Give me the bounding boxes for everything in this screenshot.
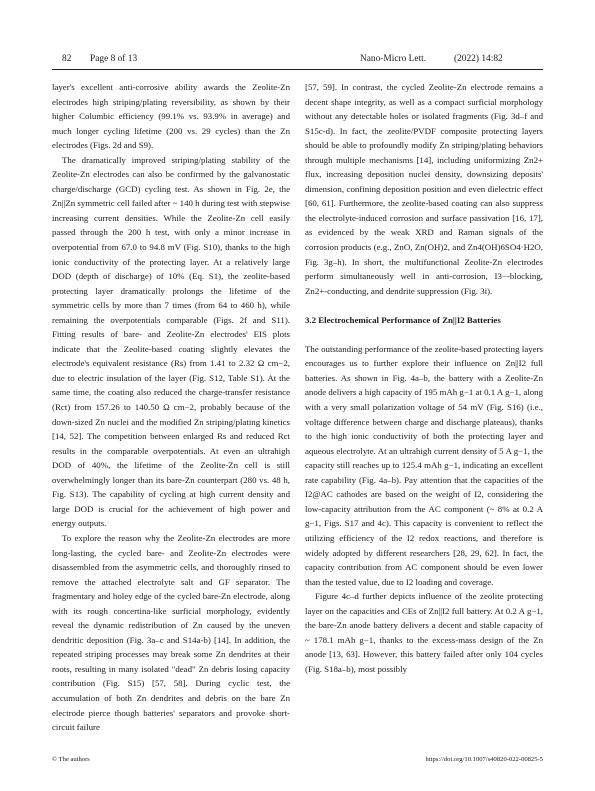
paragraph: Figure 4c–d further depicts influence of the zeolite protecting layer on the capacities and CEs of Zn||I2 full battery. At 0.2 A g−1, the bare-Zn anode battery delivers a decent and stable capacity of ~ 178.1 mAh g−1, thanks to the excess-mass design of the Zn anode [13, 63]. However, this battery failed after only 104 cycles (Fig. S18a–b), most possibly [305,591,543,674]
right-column [305,80,543,676]
page-number: 82 [62,54,72,64]
section-spacer [305,298,543,313]
section-heading: 3.2 Electrochemical Performance of Zn||I2 Batteries [305,314,501,325]
running-header [52,52,543,66]
paragraph: The outstanding performance of the zeolite-based protecting layers encourages us to further explore their influence on Zn||I2 full batteries. As shown in Fig. 4a–b, the battery with a Zeolite-Zn anode delivers a high capacity of 195 mAh g−1 at 0.1 A g−1, along with a very small polarization voltage of 54 mV (Fig. S16) (i.e., voltage difference between charge and discharge plateaus), thanks to the high ionic conductivity of both the protecting layer and aqueous electrolyte. At an ultrahigh current density of 5 A g−1, the capacity still reaches up to 125.4 mAh g−1, indicating an excellent rate capability (Fig. 4a–b). Pay attention that the capacities of the I2@AC cathodes are based on the weight of I2, considering the low-capacity attribution from the AC component (~ 8% at 0.2 A g−1, Figs. S17 and 4c). This capacity is convenient to reflect the utilizing efficiency of the I2 redox reactions, and therefore is widely adopted by different researchers [28, 29, 62]. In fact, the capacity contribution from AC component should be even lower than the tested value, due to I2 loading and coverage. [305,343,543,587]
paragraph: To explore the reason why the Zeolite-Zn electrodes are more long-lasting, the cycled bare- and Zeolite-Zn electrodes were disassembled from the asymmetric cells, and thoroughly rinsed to remove the attached electrolyte salt and GF separator. The fragmentary and holey edge of the cycled bare-Zn electrode, along with its rough concertina-like surficial morphology, evidently reveal the dynamic redistribution of Zn caused by the uneven dendritic deposition (Fig. 3a–c and S14a-b) [14]. In addition, the repeated striping processes may break some Zn dendrites at their roots, resulting in many isolated "dead" Zn debris losing capacity contribution (Fig. S15) [57, 58]. During cyclic test, the accumulation of both Zn dendrites and debris on the bare Zn electrode pierce though batteries' separators and provoke short-circuit failure [52,532,290,733]
left-column [52,80,290,735]
journal-name: Nano-Micro Lett. [360,54,427,64]
paragraph: [57, 59]. In contrast, the cycled Zeolite-Zn electrode remains a decent shape integrity, as well as a compact surficial morphology without any detectable holes or isolated fragments (Fig. 3d–f and S15c-d). In fact, the zeolite/PVDF composite protecting layers should be able to profoundly modify Zn striping/plating behaviors through multiple mechanisms [14], including uniformizing Zn2+ flux, increasing deposition nuclei density, downsizing deposits' dimension, confining deposition position and even dielectric effect [60, 61]. Furthermore, the zeolite-based coating can also suppress the electrolyte-induced corrosion and surface passivation [16, 17], as evidenced by the weak XRD and Raman signals of the corrosion products (e.g., ZnO, Zn(OH)2, and Zn4(OH)6SO4·H2O, Fig. 3g–h). In short, the multifunctional Zeolite-Zn electrodes perform simultaneously well in anti-corrosion, I3−-blocking, Zn2+-conducting, and dendrite suppression (Fig. 3i). [305,82,543,296]
paragraph: The dramatically improved striping/plating stability of the Zeolite-Zn electrodes can also be confirmed by the galvanostatic charge/discharge (GCD) cycling test. As shown in Fig. 2e, the Zn||Zn symmetric cell failed after ~ 140 h during test with stepwise increasing current densities. While the Zeolite-Zn cell easily passed through the 200 h test, with only a minor increase in overpotential from 67.0 to 94.8 mV (Fig. S10), thanks to the high ionic conductivity of the protecting layer. At a relatively large DOD (depth of discharge) of 10% (Eq. S1), the zeolite-based protecting layer dramatically prolongs the lifetime of the symmetric cells by more than 7 times (from 64 to 460 h), while remaining the overpotentials comparable (Figs. 2f and S11). Fitting results of bare- and Zeolite-Zn electrodes' EIS plots indicate that the Zeolite-based coating slightly elevates the electrode's equivalent resistance (Rs) from 1.41 to 2.32 Ω cm−2, due to electric insulation of the layer (Fig. S12, Table S1). At the same time, the coating also reduced the charge-transfer resistance (Rct) from 157.26 to 140.50 Ω cm−2, probably because of the down-sized Zn nuclei and the modified Zn striping/plating kinetics [14, 52]. The competition between enlarged Rs and reduced Rct results in the comparable overpotentials. At even an ultrahigh DOD of 40%, the lifetime of the Zeolite-Zn cell is still overwhelmingly longer than its bare-Zn counterpart (280 vs. 48 h, Fig. S13). The capability of cycling at high current density and large DOD is crucial for the achievement of high power and energy outputs. [52,154,290,529]
copyright-notice: © The authors [52,756,90,763]
section-spacer [305,327,543,342]
journal-citation: (2022) 14:82 [454,54,503,64]
page-of-total: Page 8 of 13 [90,54,138,64]
paragraph: layer's excellent anti-corrosive ability awards the Zeolite-Zn electrodes high striping/plating reversibility, as shown by their higher Columbic efficiency (99.1% vs. 93.9% in average) and much longer cycling lifetime (200 vs. 29 cycles) than the Zn electrodes (Figs. 2d and S9). [52,82,290,151]
header-rule [52,69,543,70]
doi-link[interactable]: https://doi.org/10.1007/s40820-022-00825-5 [425,756,543,763]
